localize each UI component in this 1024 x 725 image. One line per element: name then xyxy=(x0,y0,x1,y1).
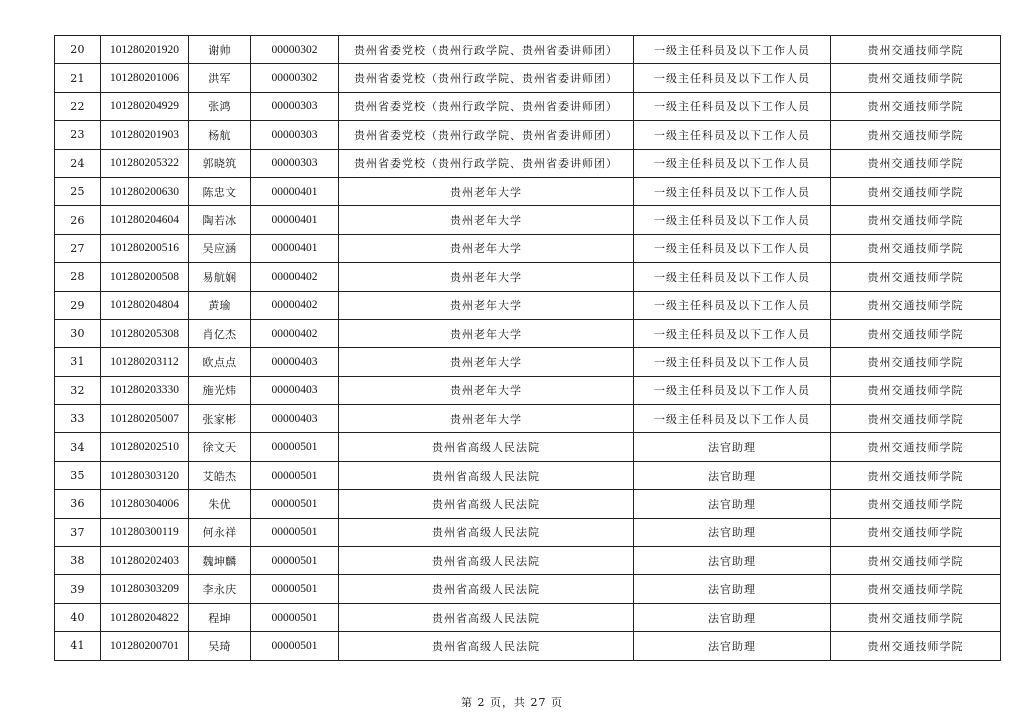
exam-id-cell: 101280205308 xyxy=(101,319,189,347)
exam-site-cell: 贵州交通技师学院 xyxy=(831,121,1001,149)
exam-site-cell: 贵州交通技师学院 xyxy=(831,547,1001,575)
unit-cell: 贵州老年大学 xyxy=(339,376,634,404)
candidate-table-body xyxy=(55,36,1001,661)
exam-site-cell: 贵州交通技师学院 xyxy=(831,319,1001,347)
row-number: 22 xyxy=(55,92,101,120)
position-cell: 一级主任科员及以下工作人员 xyxy=(634,121,831,149)
exam-site-cell: 贵州交通技师学院 xyxy=(831,92,1001,120)
position-cell: 一级主任科员及以下工作人员 xyxy=(634,36,831,64)
unit-cell: 贵州省委党校（贵州行政学院、贵州省委讲师团） xyxy=(339,36,634,64)
unit-cell: 贵州老年大学 xyxy=(339,177,634,205)
position-cell: 法官助理 xyxy=(634,433,831,461)
exam-id-cell: 101280203112 xyxy=(101,348,189,376)
position-cell: 一级主任科员及以下工作人员 xyxy=(634,405,831,433)
post-code-cell: 00000501 xyxy=(251,490,339,518)
post-code-cell: 00000501 xyxy=(251,632,339,660)
name-cell: 杨航 xyxy=(189,121,251,149)
table-row xyxy=(55,206,1001,234)
exam-id-cell: 101280200508 xyxy=(101,263,189,291)
row-number: 37 xyxy=(55,518,101,546)
name-cell: 欧点点 xyxy=(189,348,251,376)
position-cell: 一级主任科员及以下工作人员 xyxy=(634,177,831,205)
position-cell: 一级主任科员及以下工作人员 xyxy=(634,291,831,319)
position-cell: 一级主任科员及以下工作人员 xyxy=(634,376,831,404)
row-number: 38 xyxy=(55,547,101,575)
exam-id-cell: 101280300119 xyxy=(101,518,189,546)
post-code-cell: 00000403 xyxy=(251,405,339,433)
position-cell: 一级主任科员及以下工作人员 xyxy=(634,263,831,291)
unit-cell: 贵州省委党校（贵州行政学院、贵州省委讲师团） xyxy=(339,64,634,92)
unit-cell: 贵州老年大学 xyxy=(339,319,634,347)
exam-id-cell: 101280201903 xyxy=(101,121,189,149)
post-code-cell: 00000303 xyxy=(251,92,339,120)
exam-site-cell: 贵州交通技师学院 xyxy=(831,518,1001,546)
row-number: 30 xyxy=(55,319,101,347)
unit-cell: 贵州省高级人民法院 xyxy=(339,547,634,575)
name-cell: 程坤 xyxy=(189,603,251,631)
exam-site-cell: 贵州交通技师学院 xyxy=(831,206,1001,234)
post-code-cell: 00000302 xyxy=(251,36,339,64)
table-row xyxy=(55,461,1001,489)
post-code-cell: 00000401 xyxy=(251,177,339,205)
exam-id-cell: 101280204604 xyxy=(101,206,189,234)
name-cell: 洪军 xyxy=(189,64,251,92)
unit-cell: 贵州省委党校（贵州行政学院、贵州省委讲师团） xyxy=(339,92,634,120)
table-row xyxy=(55,234,1001,262)
name-cell: 吴琦 xyxy=(189,632,251,660)
row-number: 40 xyxy=(55,603,101,631)
row-number: 32 xyxy=(55,376,101,404)
exam-id-cell: 101280202510 xyxy=(101,433,189,461)
row-number: 25 xyxy=(55,177,101,205)
exam-site-cell: 贵州交通技师学院 xyxy=(831,36,1001,64)
exam-id-cell: 101280203330 xyxy=(101,376,189,404)
exam-id-cell: 101280303209 xyxy=(101,575,189,603)
exam-site-cell: 贵州交通技师学院 xyxy=(831,234,1001,262)
post-code-cell: 00000501 xyxy=(251,547,339,575)
table-row xyxy=(55,177,1001,205)
position-cell: 一级主任科员及以下工作人员 xyxy=(634,206,831,234)
exam-site-cell: 贵州交通技师学院 xyxy=(831,603,1001,631)
post-code-cell: 00000401 xyxy=(251,234,339,262)
exam-site-cell: 贵州交通技师学院 xyxy=(831,263,1001,291)
row-number: 33 xyxy=(55,405,101,433)
name-cell: 谢帅 xyxy=(189,36,251,64)
position-cell: 法官助理 xyxy=(634,547,831,575)
exam-site-cell: 贵州交通技师学院 xyxy=(831,376,1001,404)
post-code-cell: 00000501 xyxy=(251,603,339,631)
row-number: 24 xyxy=(55,149,101,177)
table-row xyxy=(55,263,1001,291)
position-cell: 法官助理 xyxy=(634,575,831,603)
table-row xyxy=(55,64,1001,92)
name-cell: 郭晓筑 xyxy=(189,149,251,177)
table-row xyxy=(55,121,1001,149)
position-cell: 一级主任科员及以下工作人员 xyxy=(634,149,831,177)
post-code-cell: 00000501 xyxy=(251,575,339,603)
name-cell: 吴应涵 xyxy=(189,234,251,262)
exam-site-cell: 贵州交通技师学院 xyxy=(831,490,1001,518)
name-cell: 张鸿 xyxy=(189,92,251,120)
exam-site-cell: 贵州交通技师学院 xyxy=(831,433,1001,461)
row-number: 26 xyxy=(55,206,101,234)
exam-id-cell: 101280204929 xyxy=(101,92,189,120)
exam-id-cell: 101280200701 xyxy=(101,632,189,660)
table-row xyxy=(55,490,1001,518)
unit-cell: 贵州省委党校（贵州行政学院、贵州省委讲师团） xyxy=(339,121,634,149)
exam-site-cell: 贵州交通技师学院 xyxy=(831,177,1001,205)
unit-cell: 贵州省委党校（贵州行政学院、贵州省委讲师团） xyxy=(339,149,634,177)
table-row xyxy=(55,433,1001,461)
unit-cell: 贵州省高级人民法院 xyxy=(339,575,634,603)
post-code-cell: 00000303 xyxy=(251,149,339,177)
exam-id-cell: 101280200630 xyxy=(101,177,189,205)
exam-id-cell: 101280200516 xyxy=(101,234,189,262)
position-cell: 一级主任科员及以下工作人员 xyxy=(634,64,831,92)
name-cell: 朱优 xyxy=(189,490,251,518)
unit-cell: 贵州省高级人民法院 xyxy=(339,433,634,461)
post-code-cell: 00000401 xyxy=(251,206,339,234)
table-row xyxy=(55,376,1001,404)
exam-id-cell: 101280201006 xyxy=(101,64,189,92)
post-code-cell: 00000501 xyxy=(251,461,339,489)
row-number: 35 xyxy=(55,461,101,489)
post-code-cell: 00000501 xyxy=(251,433,339,461)
row-number: 34 xyxy=(55,433,101,461)
post-code-cell: 00000501 xyxy=(251,518,339,546)
exam-site-cell: 贵州交通技师学院 xyxy=(831,405,1001,433)
exam-id-cell: 101280202403 xyxy=(101,547,189,575)
unit-cell: 贵州老年大学 xyxy=(339,348,634,376)
name-cell: 张家彬 xyxy=(189,405,251,433)
row-number: 27 xyxy=(55,234,101,262)
exam-site-cell: 贵州交通技师学院 xyxy=(831,348,1001,376)
exam-id-cell: 101280205322 xyxy=(101,149,189,177)
post-code-cell: 00000303 xyxy=(251,121,339,149)
unit-cell: 贵州省高级人民法院 xyxy=(339,603,634,631)
exam-site-cell: 贵州交通技师学院 xyxy=(831,461,1001,489)
post-code-cell: 00000402 xyxy=(251,319,339,347)
post-code-cell: 00000403 xyxy=(251,348,339,376)
exam-site-cell: 贵州交通技师学院 xyxy=(831,575,1001,603)
table-row xyxy=(55,149,1001,177)
post-code-cell: 00000402 xyxy=(251,291,339,319)
table-row xyxy=(55,603,1001,631)
unit-cell: 贵州省高级人民法院 xyxy=(339,461,634,489)
page-footer: 第 2 页，共 27 页 xyxy=(461,696,563,709)
name-cell: 徐文天 xyxy=(189,433,251,461)
position-cell: 法官助理 xyxy=(634,490,831,518)
position-cell: 法官助理 xyxy=(634,461,831,489)
name-cell: 肖亿杰 xyxy=(189,319,251,347)
position-cell: 一级主任科员及以下工作人员 xyxy=(634,319,831,347)
unit-cell: 贵州省高级人民法院 xyxy=(339,490,634,518)
row-number: 28 xyxy=(55,263,101,291)
exam-site-cell: 贵州交通技师学院 xyxy=(831,291,1001,319)
exam-id-cell: 101280303120 xyxy=(101,461,189,489)
position-cell: 法官助理 xyxy=(634,518,831,546)
table-row xyxy=(55,348,1001,376)
table-row xyxy=(55,92,1001,120)
table-row xyxy=(55,518,1001,546)
row-number: 41 xyxy=(55,632,101,660)
row-number: 39 xyxy=(55,575,101,603)
exam-site-cell: 贵州交通技师学院 xyxy=(831,64,1001,92)
row-number: 29 xyxy=(55,291,101,319)
row-number: 36 xyxy=(55,490,101,518)
exam-id-cell: 101280201920 xyxy=(101,36,189,64)
name-cell: 陈忠文 xyxy=(189,177,251,205)
post-code-cell: 00000402 xyxy=(251,263,339,291)
unit-cell: 贵州省高级人民法院 xyxy=(339,632,634,660)
name-cell: 魏坤麟 xyxy=(189,547,251,575)
exam-site-cell: 贵州交通技师学院 xyxy=(831,149,1001,177)
unit-cell: 贵州老年大学 xyxy=(339,291,634,319)
post-code-cell: 00000403 xyxy=(251,376,339,404)
position-cell: 一级主任科员及以下工作人员 xyxy=(634,348,831,376)
row-number: 20 xyxy=(55,36,101,64)
table-row xyxy=(55,36,1001,64)
unit-cell: 贵州省高级人民法院 xyxy=(339,518,634,546)
exam-id-cell: 101280204822 xyxy=(101,603,189,631)
position-cell: 法官助理 xyxy=(634,632,831,660)
exam-id-cell: 101280204804 xyxy=(101,291,189,319)
table-row xyxy=(55,405,1001,433)
exam-site-cell: 贵州交通技师学院 xyxy=(831,632,1001,660)
row-number: 21 xyxy=(55,64,101,92)
name-cell: 易航娴 xyxy=(189,263,251,291)
name-cell: 李永庆 xyxy=(189,575,251,603)
exam-id-cell: 101280205007 xyxy=(101,405,189,433)
position-cell: 一级主任科员及以下工作人员 xyxy=(634,92,831,120)
table-row xyxy=(55,291,1001,319)
name-cell: 何永祥 xyxy=(189,518,251,546)
name-cell: 艾皓杰 xyxy=(189,461,251,489)
table-row xyxy=(55,575,1001,603)
candidate-table xyxy=(54,35,1001,661)
name-cell: 陶若冰 xyxy=(189,206,251,234)
exam-id-cell: 101280304006 xyxy=(101,490,189,518)
row-number: 31 xyxy=(55,348,101,376)
unit-cell: 贵州老年大学 xyxy=(339,263,634,291)
post-code-cell: 00000302 xyxy=(251,64,339,92)
row-number: 23 xyxy=(55,121,101,149)
name-cell: 施光炜 xyxy=(189,376,251,404)
position-cell: 一级主任科员及以下工作人员 xyxy=(634,234,831,262)
name-cell: 黄瑜 xyxy=(189,291,251,319)
unit-cell: 贵州老年大学 xyxy=(339,206,634,234)
unit-cell: 贵州老年大学 xyxy=(339,405,634,433)
table-row xyxy=(55,547,1001,575)
position-cell: 法官助理 xyxy=(634,603,831,631)
table-row xyxy=(55,632,1001,660)
unit-cell: 贵州老年大学 xyxy=(339,234,634,262)
table-row xyxy=(55,319,1001,347)
